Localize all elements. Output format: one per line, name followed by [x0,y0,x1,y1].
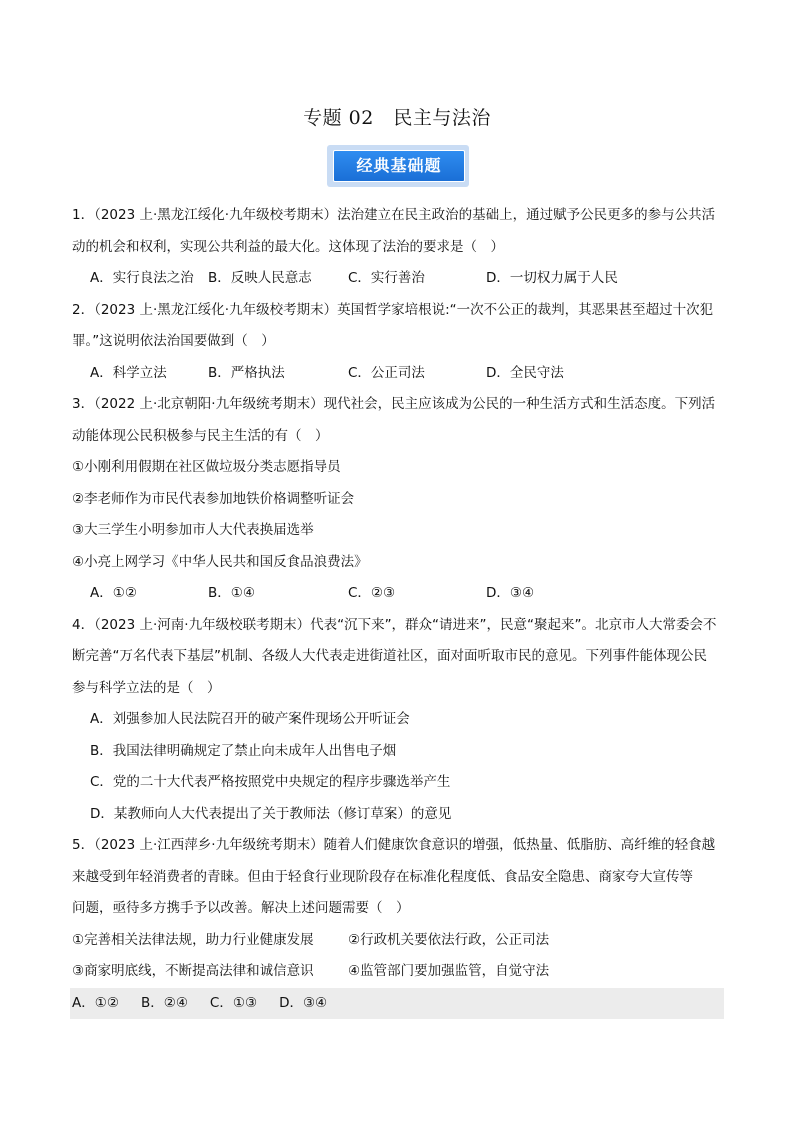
option-c[interactable]: C．党的二十大代表严格按照党中央规定的程序步骤选举产生 [90,774,451,790]
option-d[interactable]: D．③④ [486,585,535,601]
statement-item: ②李老师作为市民代表参加地铁价格调整听证会 [72,490,355,507]
option-a[interactable]: A．实行良法之治 [90,270,194,286]
answer-options [70,988,724,1020]
statement-item: ③大三学生小明参加市人大代表换届选举 [72,522,314,538]
option-c[interactable]: C．①③ [209,994,258,1011]
question-stem-line: 3．（2022 上·北京朝阳·九年级统考期末）现代社会，民主应该成为公民的一种生活方式和生活态度。下列活 [72,396,716,412]
option-a[interactable]: A．刘强参加人民法院召开的破产案件现场公开听证会 [90,711,410,727]
option-d[interactable]: D．全民守法 [486,364,564,381]
question-stem-line: 参与科学立法的是（ ） [72,679,221,696]
option-a[interactable]: A．科学立法 [90,364,167,381]
option-c[interactable]: C．②③ [348,585,396,601]
page-title: 专题 02 民主与法治 [303,107,491,129]
option-b[interactable]: B．①④ [208,585,255,601]
question-stem-line: 1．（2023 上·黑龙江绥化·九年级校考期末）法治建立在民主政治的基础上，通过赋予公民更多的参与公共活 [72,207,716,223]
question-stem-line: 罪。”这说明依法治国要做到（ ） [72,333,275,349]
answer-options [72,263,724,295]
option-b[interactable]: B．反映人民意志 [208,270,312,286]
option-c[interactable]: C．公正司法 [348,364,425,381]
question-stem-line: 来越受到年轻消费者的青睐。但由于轻食行业现阶段存在标准化程度低、食品安全隐患、商家夸大宣传等 [72,868,693,885]
section-badge [327,145,469,187]
option-d[interactable]: D．③④ [279,994,328,1011]
section-badge-label: 经典基础题 [333,150,465,182]
statement-pair [72,925,724,957]
statement-item: ②行政机关要依法行政，公正司法 [348,931,550,948]
question-stem-line: 断完善“万名代表下基层”机制、各级人大代表走进街道社区，面对面听取市民的意见。下列事件能体现公民 [72,648,707,664]
question-stem-line: 问题，亟待多方携手予以改善。解决上述问题需要（ ） [72,900,410,916]
answer-options [72,358,724,390]
statement-item: ①完善相关法律法规，助力行业健康发展 [72,931,314,948]
option-c[interactable]: C．实行善治 [348,270,425,286]
statement-pair [72,956,724,988]
option-b[interactable]: B．我国法律明确规定了禁止向未成年人出售电子烟 [90,742,397,759]
question-stem-line: 2．（2023 上·黑龙江绥化·九年级校考期末）英国哲学家培根说:“一次不公正的裁判，其恶果甚至超过十次犯 [72,301,714,318]
question-3 [72,389,724,610]
option-b[interactable]: B．严格执法 [208,364,285,381]
question-2 [72,295,724,390]
question-stem-line: 动能体现公民积极参与民主生活的有（ ） [72,427,329,444]
question-1 [72,200,724,295]
statement-item: ④小亮上网学习《中华人民共和国反食品浪费法》 [72,553,368,570]
question-5 [72,830,724,1019]
option-b[interactable]: B．②④ [140,994,188,1011]
question-4 [72,610,724,831]
question-stem-line: 4．（2023 上·河南·九年级校联考期末）代表“沉下来”，群众“请进来”，民意“聚起来”。北京市人大常委会不 [72,616,717,633]
question-stem-line: 5．（2023 上·江西萍乡·九年级统考期末）随着人们健康饮食意识的增强，低热量、低脂肪、高纤维的轻食越 [72,837,716,853]
statement-item: ①小刚利用假期在社区做垃圾分类志愿指导员 [72,459,341,475]
statement-item: ④监管部门要加强监管，自觉守法 [348,963,550,979]
answer-options [72,578,724,610]
option-a[interactable]: A．①② [90,585,137,601]
statement-item: ③商家明底线，不断提高法律和诚信意识 [72,963,314,979]
option-a[interactable]: A．①② [72,994,119,1011]
question-list [72,200,724,1019]
option-d[interactable]: D．一切权力属于人民 [486,270,618,286]
question-stem-line: 动的机会和权利，实现公共利益的最大化。这体现了法治的要求是（ ） [72,238,504,255]
option-d[interactable]: D．某教师向人大代表提出了关于教师法（修订草案）的意见 [90,805,452,822]
